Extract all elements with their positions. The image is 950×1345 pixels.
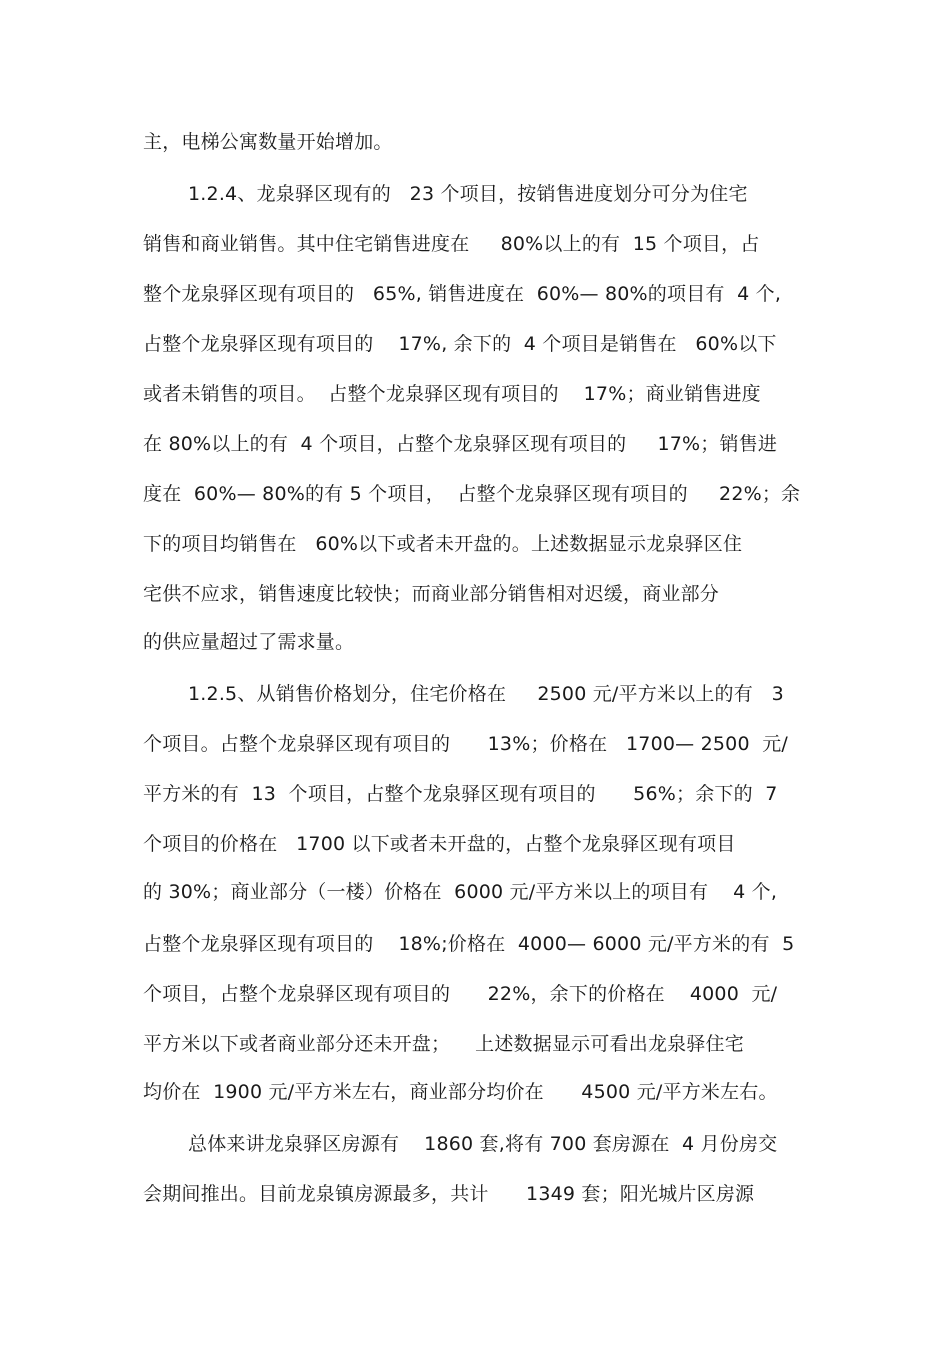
text-line: 个项目，占整个龙泉驿区现有项目的 22%，余下的价格在 4000 元/: [143, 983, 778, 1005]
text-line: 占整个龙泉驿区现有项目的 18%;价格在 4000— 6000 元/平方米的有 5: [143, 933, 795, 955]
text-line: 整个龙泉驿区现有项目的 65%, 销售进度在 60%— 80%的项目有 4 个,: [143, 283, 782, 305]
text-line: 的供应量超过了需求量。: [143, 631, 355, 653]
text-line: 会期间推出。目前龙泉镇房源最多，共计 1349 套；阳光城片区房源: [143, 1183, 755, 1205]
text-line: 在 80%以上的有 4 个项目，占整个龙泉驿区现有项目的 17%；销售进: [143, 433, 778, 455]
text-line: 个项目。占整个龙泉驿区现有项目的 13%；价格在 1700— 2500 元/: [143, 733, 789, 755]
paragraph-start-line: 总体来讲龙泉驿区房源有 1860 套,将有 700 套房源在 4 月份房交: [188, 1133, 778, 1155]
text-line: 个项目的价格在 1700 以下或者未开盘的，占整个龙泉驿区现有项目: [143, 833, 736, 855]
text-line: 的 30%；商业部分（一楼）价格在 6000 元/平方米以上的项目有 4 个,: [143, 881, 778, 903]
text-line: 度在 60%— 80%的有 5 个项目， 占整个龙泉驿区现有项目的 22%；余: [143, 483, 801, 505]
text-line: 销售和商业销售。其中住宅销售进度在 80%以上的有 15 个项目，占: [143, 233, 760, 255]
text-line: 主，电梯公寓数量开始增加。: [143, 131, 393, 153]
section-heading-line: 1.2.5、从销售价格划分，住宅价格在 2500 元/平方米以上的有 3: [188, 683, 784, 705]
text-line: 占整个龙泉驿区现有项目的 17%, 余下的 4 个项目是销售在 60%以下: [143, 333, 777, 355]
section-heading-line: 1.2.4、龙泉驿区现有的 23 个项目，按销售进度划分可分为住宅: [188, 183, 748, 205]
text-line: 平方米以下或者商业部分还未开盘； 上述数据显示可看出龙泉驿住宅: [143, 1033, 744, 1055]
text-line: 下的项目均销售在 60%以下或者未开盘的。上述数据显示龙泉驿区住: [143, 533, 743, 555]
text-line: 宅供不应求，销售速度比较快；而商业部分销售相对迟缓，商业部分: [143, 583, 720, 605]
text-line: 或者未销售的项目。 占整个龙泉驿区现有项目的 17%；商业销售进度: [143, 383, 761, 405]
text-line: 均价在 1900 元/平方米左右，商业部分均价在 4500 元/平方米左右。: [143, 1081, 778, 1103]
text-line: 平方米的有 13 个项目，占整个龙泉驿区现有项目的 56%；余下的 7: [143, 783, 778, 805]
